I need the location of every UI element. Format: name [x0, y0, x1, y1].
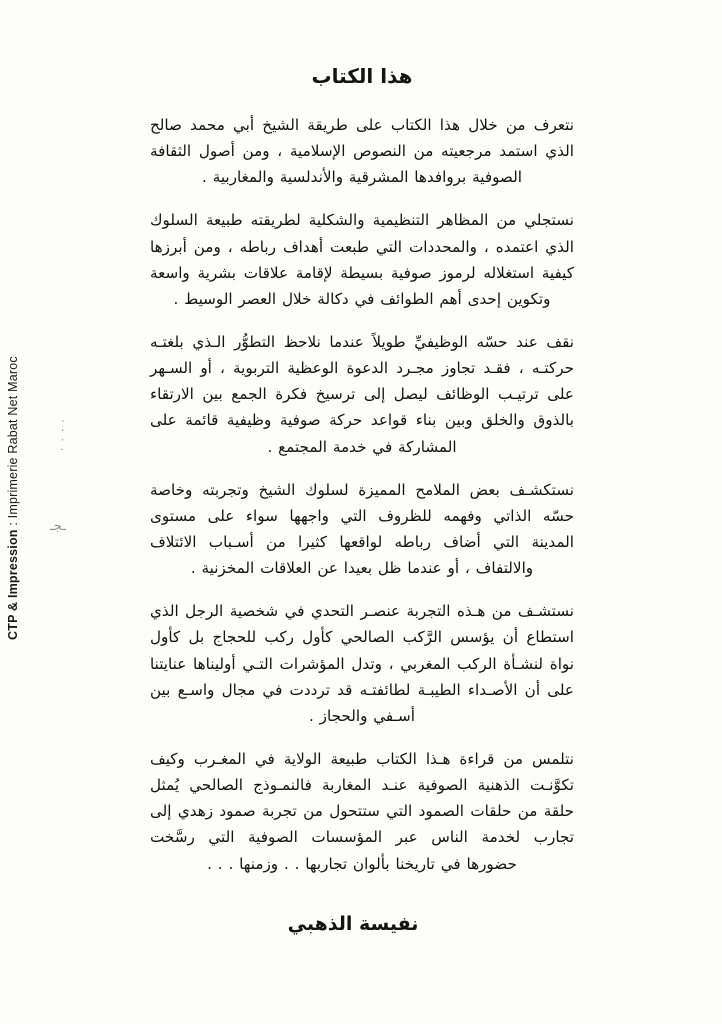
paragraph-3: نقف عند حسّه الوظيفيِّ طويلاً عندما نلاحظ التطوُّر الـذي بلغتـه حركتـه ، فقـد تجاوز مجـرد الدعوة الوعظية التربوية ، أو السـهر على ترتيـب الوظائف ليصل إلى ترسيخ فكرة الجمع بين الارتقاء بالذوق والخلق وبين بناء قواعد حركة صوفية وظيفية قائمة على المشاركة في خدمة المجتمع . — [150, 332, 574, 456]
document-body — [150, 64, 574, 935]
margin-scribble-one: ٠ ٠ ٠ ٠ — [55, 417, 70, 453]
printer-credit — [6, 340, 20, 640]
paragraph-6: نتلمس من قراءة هـذا الكتاب طبيعة الولاية في المغـرب وكيف تكوَّنـت الذهنية الصوفية عنـد المغاربة فالنمـوذج الصالحي يُمثل حلقة من حلقات الصمود التي ستتحول من تجربة صمود زهدي إلى تجارب لخدمة الناس عبر المؤسسات الصوفية التي رسَّخت حضورها في تاريخنا بألوان تجاربها . . وزمنها . . . — [150, 749, 574, 873]
paragraph-1: نتعرف من خلال هذا الكتاب على طريقة الشيخ أبي محمد صالح الذي استمد مرجعيته من النصوص الإسلامية ، ومن أصول الثقافة الصوفية بروافدها المشرقية والأندلسية والمغاربية . — [150, 116, 574, 187]
page-title: هذا الكتاب — [311, 64, 413, 88]
printer-credit-rest: : Imprimerie Rabat Net Maroc — [6, 356, 20, 530]
author-signature: نفيسة الذهبي — [287, 912, 419, 935]
printer-credit-bold: CTP & Impression — [6, 529, 20, 640]
paragraph-2: نستجلي من المظاهر التنظيمية والشكلية لطريقته طبيعة السلوك الذي اعتمده ، والمحددات التي طبعت أهداف رباطه ، ومن أبرزها كيفية استغلاله لرموز صوفية بسيطة لإقامة علاقات بشرية واسعة وتكوين إحدى أهم الطوائف في دكالة خلال العصر الوسيط . — [150, 211, 574, 308]
paragraph-4: نستكشـف بعض الملامح المميزة لسلوك الشيخ وتجربته وخاصة حسّه الذاتي وفهمه للظروف التي واجهها سواء على مستوى المدينة التي أضاف رباطه لواقعها كثيرا من أسـباب الائتلاف والالتفاف ، أو عندما ظل بعيدا عن العلاقات المخزنية . — [150, 480, 574, 578]
paragraph-5: نستشـف من هـذه التجربة عنصـر التحدي في شخصية الرجل الذي استطاع أن يؤسس الرَّكب الصالحي كأول ركب للحجاج بل كأول نواة لنشـأة الركب المغربي ، وتدل المؤشرات التـي أوليناها عنايتنا على أن الأصـداء الطيبـة لطائفتـه قد ترددت في مجال واسـع بين أسـفي والحجاز . — [150, 602, 574, 725]
margin-scribble-two: ـجـ — [50, 519, 67, 534]
